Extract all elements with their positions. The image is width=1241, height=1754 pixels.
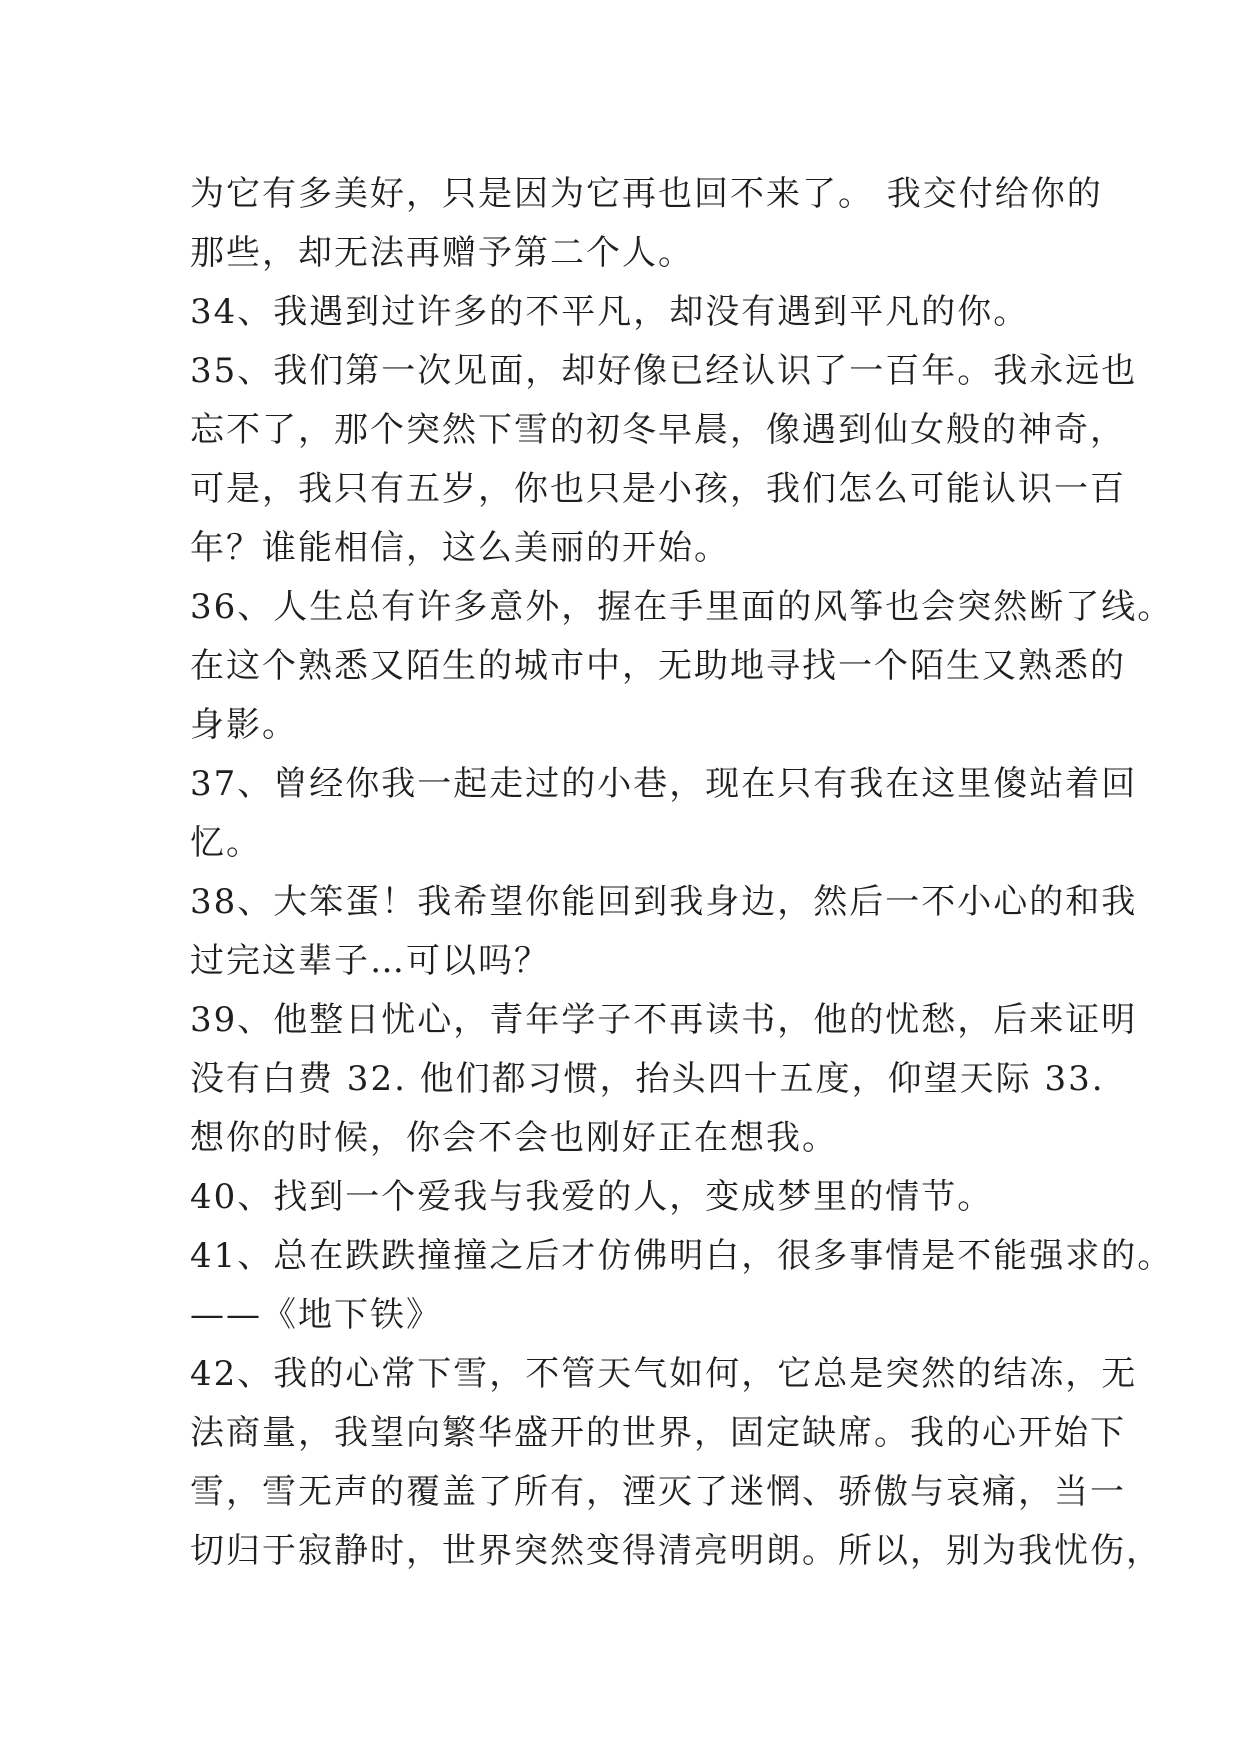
text-line: 35、我们第一次见面，却好像已经认识了一百年。我永远也: [190, 351, 1138, 391]
text-line: 42、我的心常下雪，不管天气如何，它总是突然的结冻，无: [190, 1354, 1138, 1394]
text-line: 41、总在跌跌撞撞之后才仿佛明白，很多事情是不能强求的。: [190, 1236, 1174, 1276]
text-line: 没有白费 32. 他们都习惯，抬头四十五度，仰望天际 33.: [190, 1059, 1105, 1099]
text-line: 37、曾经你我一起走过的小巷，现在只有我在这里傻站着回: [190, 764, 1138, 804]
text-line: ——《地下铁》: [190, 1295, 442, 1335]
text-line: 可是，我只有五岁，你也只是小孩，我们怎么可能认识一百: [190, 469, 1126, 509]
text-line: 想你的时候，你会不会也刚好正在想我。: [190, 1118, 838, 1158]
text-line: 忘不了，那个突然下雪的初冬早晨，像遇到仙女般的神奇，: [190, 410, 1126, 450]
text-line: 忆。: [190, 823, 262, 863]
text-line: 过完这辈子…可以吗？: [190, 941, 550, 981]
text-line: 39、他整日忧心，青年学子不再读书，他的忧愁，后来证明: [190, 1000, 1138, 1040]
body-text: [190, 165, 1174, 1581]
text-line: 法商量，我望向繁华盛开的世界，固定缺席。我的心开始下: [190, 1413, 1126, 1453]
text-line: 40、找到一个爱我与我爱的人，变成梦里的情节。: [190, 1177, 994, 1217]
text-line: 34、我遇到过许多的不平凡，却没有遇到平凡的你。: [190, 292, 1030, 332]
text-line: 38、大笨蛋！我希望你能回到我身边，然后一不小心的和我: [190, 882, 1138, 922]
text-line: 那些，却无法再赠予第二个人。: [190, 233, 694, 273]
text-line: 在这个熟悉又陌生的城市中，无助地寻找一个陌生又熟悉的: [190, 646, 1126, 686]
text-line: 36、人生总有许多意外，握在手里面的风筝也会突然断了线。: [190, 587, 1174, 627]
text-line: 为它有多美好，只是因为它再也回不来了。 我交付给你的: [190, 174, 1103, 214]
text-line: 切归于寂静时，世界突然变得清亮明朗。所以，别为我忧伤，: [190, 1531, 1162, 1571]
text-line: 年？谁能相信，这么美丽的开始。: [190, 528, 730, 568]
text-line: 身影。: [190, 705, 298, 745]
text-line: 雪，雪无声的覆盖了所有，湮灭了迷惘、骄傲与哀痛，当一: [190, 1472, 1126, 1512]
